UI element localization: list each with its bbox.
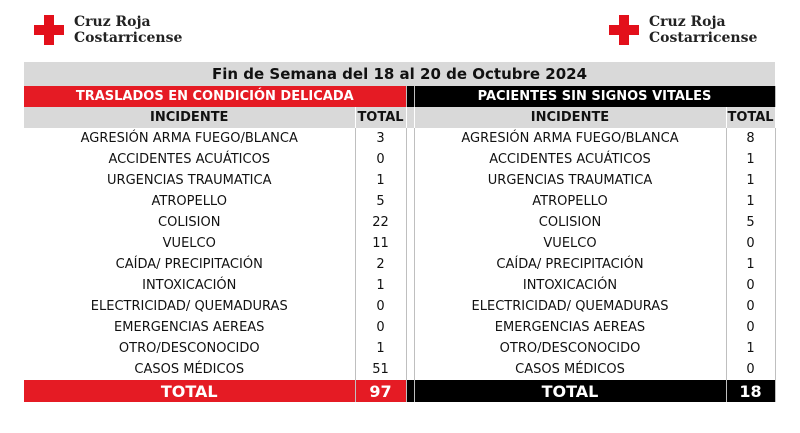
row-gap (406, 233, 414, 254)
row-gap (406, 254, 414, 275)
table-row (24, 233, 775, 254)
left-incident-cell: URGENCIAS TRAUMATICA (24, 170, 355, 191)
total-gap (406, 380, 414, 402)
right-incident-cell: ELECTRICIDAD/ QUEMADURAS (414, 296, 726, 317)
left-incident-header: INCIDENTE (24, 107, 355, 128)
left-incident-cell: COLISION (24, 212, 355, 233)
row-gap (406, 296, 414, 317)
row-gap (406, 170, 414, 191)
left-incident-cell: CAÍDA/ PRECIPITACIÓN (24, 254, 355, 275)
red-cross-icon (34, 15, 64, 45)
table-row (24, 359, 775, 380)
table-row (24, 191, 775, 212)
right-total-cell: 1 (726, 191, 775, 212)
table-row (24, 170, 775, 191)
row-gap (406, 191, 414, 212)
right-incident-cell: VUELCO (414, 233, 726, 254)
table-row (24, 338, 775, 359)
right-total-cell: 1 (726, 254, 775, 275)
table-row (24, 275, 775, 296)
logo-right (609, 14, 757, 46)
right-total-cell: 1 (726, 170, 775, 191)
left-total-cell: 3 (355, 128, 406, 149)
logo-line2: Costarricense (649, 30, 758, 46)
logo-line1: Cruz Roja (74, 14, 151, 30)
left-incident-cell: VUELCO (24, 233, 355, 254)
row-gap (406, 212, 414, 233)
title-row (24, 62, 775, 86)
right-total-cell: 1 (726, 149, 775, 170)
left-total-cell: 22 (355, 212, 406, 233)
right-section-title: PACIENTES SIN SIGNOS VITALES (414, 86, 775, 107)
right-incident-cell: URGENCIAS TRAUMATICA (414, 170, 726, 191)
right-total-cell: 1 (726, 338, 775, 359)
right-incident-cell: CASOS MÉDICOS (414, 359, 726, 380)
left-incident-cell: EMERGENCIAS AEREAS (24, 317, 355, 338)
left-total-cell: 1 (355, 275, 406, 296)
right-total-cell: 0 (726, 359, 775, 380)
logo-text (74, 14, 182, 46)
left-total-cell: 51 (355, 359, 406, 380)
row-gap (406, 359, 414, 380)
left-total-cell: 0 (355, 317, 406, 338)
row-gap (406, 317, 414, 338)
table-row (24, 212, 775, 233)
right-incident-header: INCIDENTE (414, 107, 726, 128)
left-grand-total: 97 (355, 380, 406, 402)
header-gap (406, 107, 414, 128)
left-incident-cell: CASOS MÉDICOS (24, 359, 355, 380)
page-title: Fin de Semana del 18 al 20 de Octubre 2024 (24, 62, 775, 86)
table-row (24, 296, 775, 317)
left-incident-cell: ATROPELLO (24, 191, 355, 212)
logo-line2: Costarricense (74, 30, 183, 46)
left-total-cell: 0 (355, 296, 406, 317)
right-incident-cell: ATROPELLO (414, 191, 726, 212)
left-total-cell: 0 (355, 149, 406, 170)
right-incident-cell: AGRESIÓN ARMA FUEGO/BLANCA (414, 128, 726, 149)
right-total-cell: 0 (726, 296, 775, 317)
table-row (24, 317, 775, 338)
right-grand-total: 18 (726, 380, 775, 402)
total-row (24, 380, 775, 402)
left-section-title: TRASLADOS EN CONDICIÓN DELICADA (24, 86, 406, 107)
right-incident-cell: INTOXICACIÓN (414, 275, 726, 296)
left-total-cell: 1 (355, 170, 406, 191)
logo-line1: Cruz Roja (649, 14, 726, 30)
right-incident-cell: CAÍDA/ PRECIPITACIÓN (414, 254, 726, 275)
right-total-cell: 5 (726, 212, 775, 233)
left-total-cell: 5 (355, 191, 406, 212)
right-incident-cell: COLISION (414, 212, 726, 233)
right-incident-cell: EMERGENCIAS AEREAS (414, 317, 726, 338)
left-total-cell: 11 (355, 233, 406, 254)
section-row (24, 86, 775, 107)
left-total-label: TOTAL (24, 380, 355, 402)
left-incident-cell: OTRO/DESCONOCIDO (24, 338, 355, 359)
logo-left (34, 14, 182, 46)
table-row (24, 149, 775, 170)
left-incident-cell: AGRESIÓN ARMA FUEGO/BLANCA (24, 128, 355, 149)
red-cross-icon (609, 15, 639, 45)
left-incident-cell: INTOXICACIÓN (24, 275, 355, 296)
table-row (24, 254, 775, 275)
right-total-cell: 0 (726, 317, 775, 338)
right-total-cell: 8 (726, 128, 775, 149)
right-total-cell: 0 (726, 233, 775, 254)
column-header-row (24, 107, 775, 128)
right-total-cell: 0 (726, 275, 775, 296)
left-total-cell: 2 (355, 254, 406, 275)
left-total-header: TOTAL (355, 107, 406, 128)
left-incident-cell: ELECTRICIDAD/ QUEMADURAS (24, 296, 355, 317)
left-total-cell: 1 (355, 338, 406, 359)
table-row (24, 128, 775, 149)
row-gap (406, 128, 414, 149)
section-gap (406, 86, 414, 107)
row-gap (406, 149, 414, 170)
row-gap (406, 338, 414, 359)
left-incident-cell: ACCIDENTES ACUÁTICOS (24, 149, 355, 170)
row-gap (406, 275, 414, 296)
logo-text (649, 14, 757, 46)
right-incident-cell: OTRO/DESCONOCIDO (414, 338, 726, 359)
right-incident-cell: ACCIDENTES ACUÁTICOS (414, 149, 726, 170)
incident-table (24, 62, 776, 402)
right-total-header: TOTAL (726, 107, 775, 128)
right-total-label: TOTAL (414, 380, 726, 402)
